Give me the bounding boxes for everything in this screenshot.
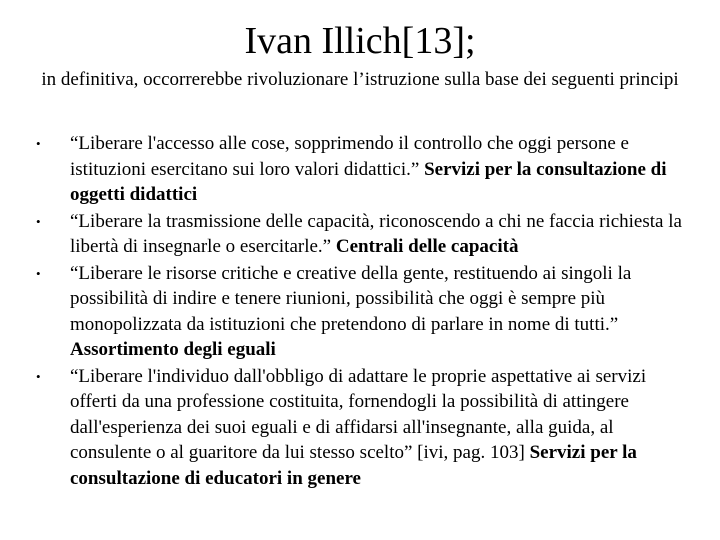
bullet-quote: “Liberare l'individuo dall'obbligo di adattare le proprie aspettative ai servizi offerti da una professione costituita, fornendogli la possibilità di attingere dall'esperienza dei suoi eguali e di affidarsi all'insegnante, alla guida, al consulente o al guaritore da lui stesso scelto” [ivi, pag. 103] — [70, 365, 647, 463]
bullet-item-1 — [36, 131, 682, 208]
bullet-quote: “Liberare la trasmissione delle capacità, riconoscendo a chi ne faccia richiesta la libertà di insegnarle o esercitarle.” — [70, 210, 682, 257]
bullet-tag: Servizi per la consultazione di educatori in genere — [70, 442, 637, 489]
bullet-list — [36, 131, 682, 492]
slide-subtitle: in definitiva, occorrerebbe rivoluzionare l’istruzione sulla base dei seguenti principi — [41, 69, 679, 90]
bullet-quote: “Liberare le risorse critiche e creative della gente, restituendo ai singoli la possibilità di indire e tenere riunioni, possibilità che oggi è sempre più monopolizzata da istituzioni che pretendono di parlare in nome di tutti.” — [70, 262, 632, 335]
bullet-tag: Centrali delle capacità — [335, 236, 519, 257]
bullet-tag: Assortimento degli eguali — [70, 339, 276, 360]
bullet-marker: • — [36, 265, 41, 281]
bullet-item-4 — [36, 364, 682, 492]
bullet-item-3 — [36, 261, 682, 363]
bullet-marker: • — [36, 136, 41, 151]
bullet-item-2 — [36, 209, 682, 260]
bullet-marker: • — [36, 213, 41, 229]
bullet-marker: • — [36, 368, 41, 384]
bullet-tag: Servizi per la consultazione di oggetti didattici — [70, 158, 667, 205]
slide-title: Ivan Illich[13]; — [244, 20, 476, 62]
bullet-quote: “Liberare l'accesso alle cose, sopprimendo il controllo che oggi persone e istituzioni esercitano sui loro valori didattici.” — [70, 133, 629, 180]
